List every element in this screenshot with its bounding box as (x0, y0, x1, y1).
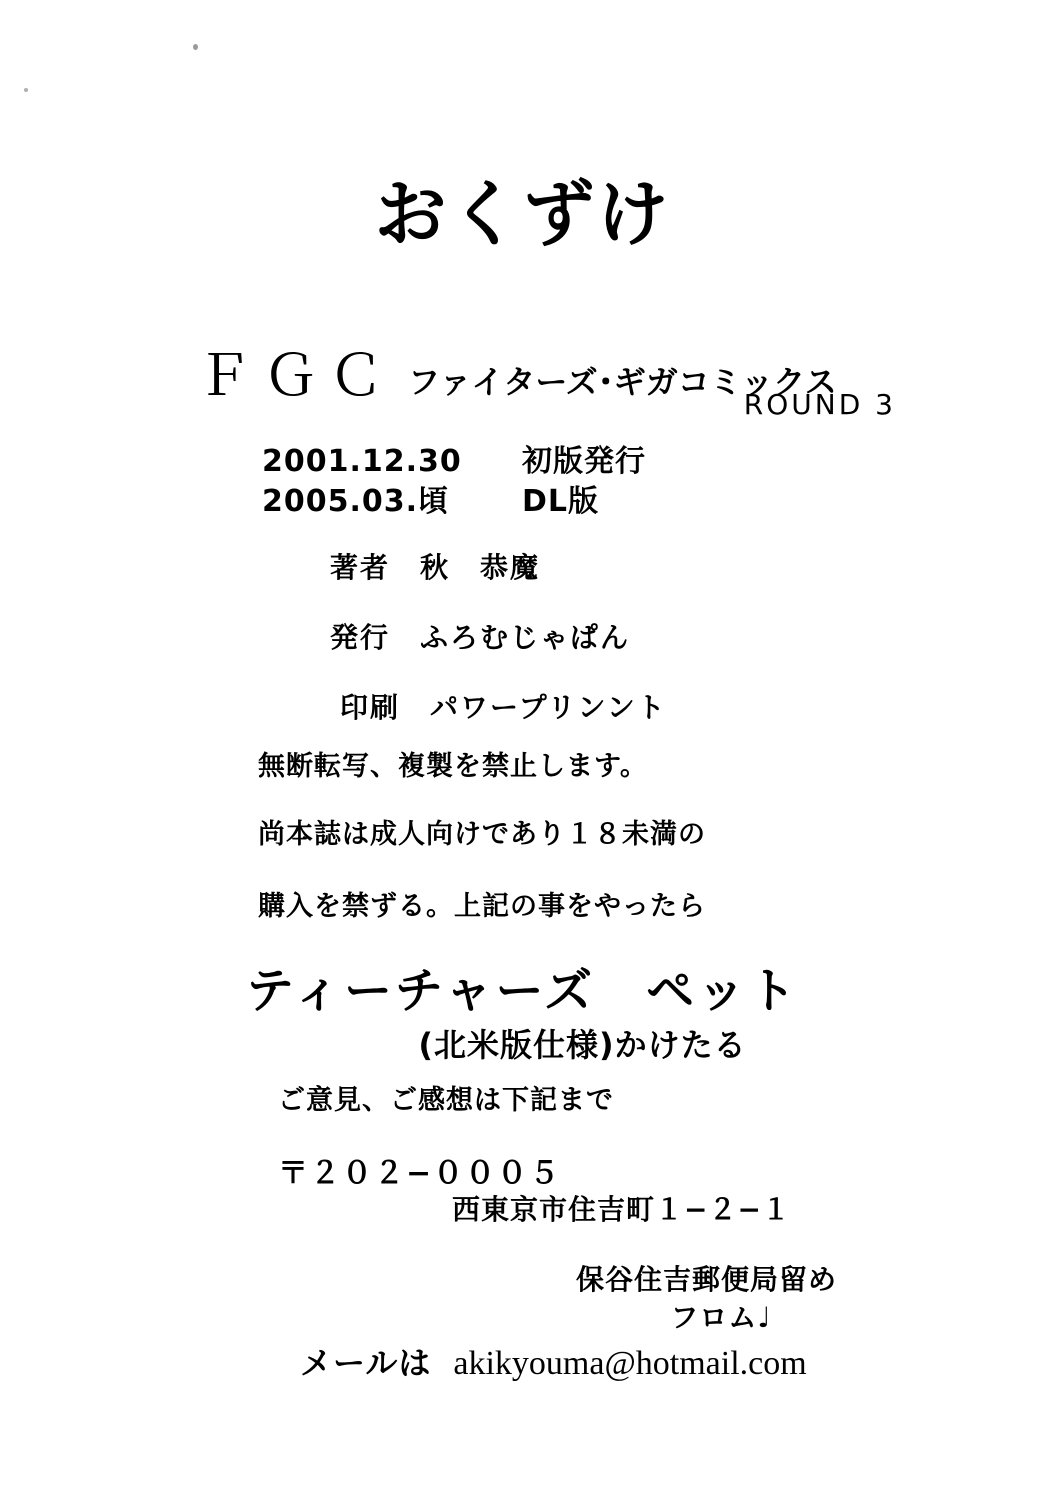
edition-label: 初版発行 (522, 444, 646, 479)
credit-publisher: 発行 ふろむじゃぱん (330, 621, 631, 654)
series-code: ＦＧＣ (196, 346, 394, 408)
address-line-2: 保谷住吉郵便局留め (576, 1263, 838, 1296)
credit-printer: 印刷 パワープリンント (340, 691, 667, 724)
edition-label: DL版 (522, 483, 600, 519)
adult-notice-line-2: 購入を禁ずる。上記の事をやったら (258, 891, 706, 922)
address-line-1: 西東京市住吉町１−２−１ (452, 1193, 791, 1226)
contact-lead: ご意見、ご感想は下記まで (278, 1085, 614, 1116)
edition-row (262, 442, 646, 482)
dust-speck-icon (193, 44, 198, 50)
series-round: ROUND 3 (743, 388, 896, 421)
penalty-subline: (北米版仕様)かけたる (418, 1026, 747, 1064)
edition-date: 2005.03.頃 (262, 483, 450, 519)
edition-list (262, 442, 646, 521)
edition-date: 2001.12.30 (262, 444, 462, 479)
edition-row (262, 482, 646, 522)
page-title: おくずけ (374, 172, 671, 256)
penalty-headline: ティーチャーズ ペット (245, 963, 800, 1019)
series-reading: ファイターズ･ギガコミックス (408, 363, 837, 401)
email-address: akikyouma@hotmail.com (453, 1345, 807, 1382)
dust-speck-icon (24, 88, 28, 92)
email-label: メールは (300, 1344, 432, 1382)
credit-author: 著者 秋 恭魔 (330, 551, 541, 584)
postal-code: 〒２０２−０００５ (278, 1156, 562, 1191)
email-row (300, 1338, 807, 1384)
address-line-3: フロム♩ (670, 1301, 772, 1334)
adult-notice-line-1: 尚本誌は成人向けであり１８未満の (258, 819, 706, 850)
copyright-notice: 無断転写、複製を禁止します。 (258, 751, 648, 782)
